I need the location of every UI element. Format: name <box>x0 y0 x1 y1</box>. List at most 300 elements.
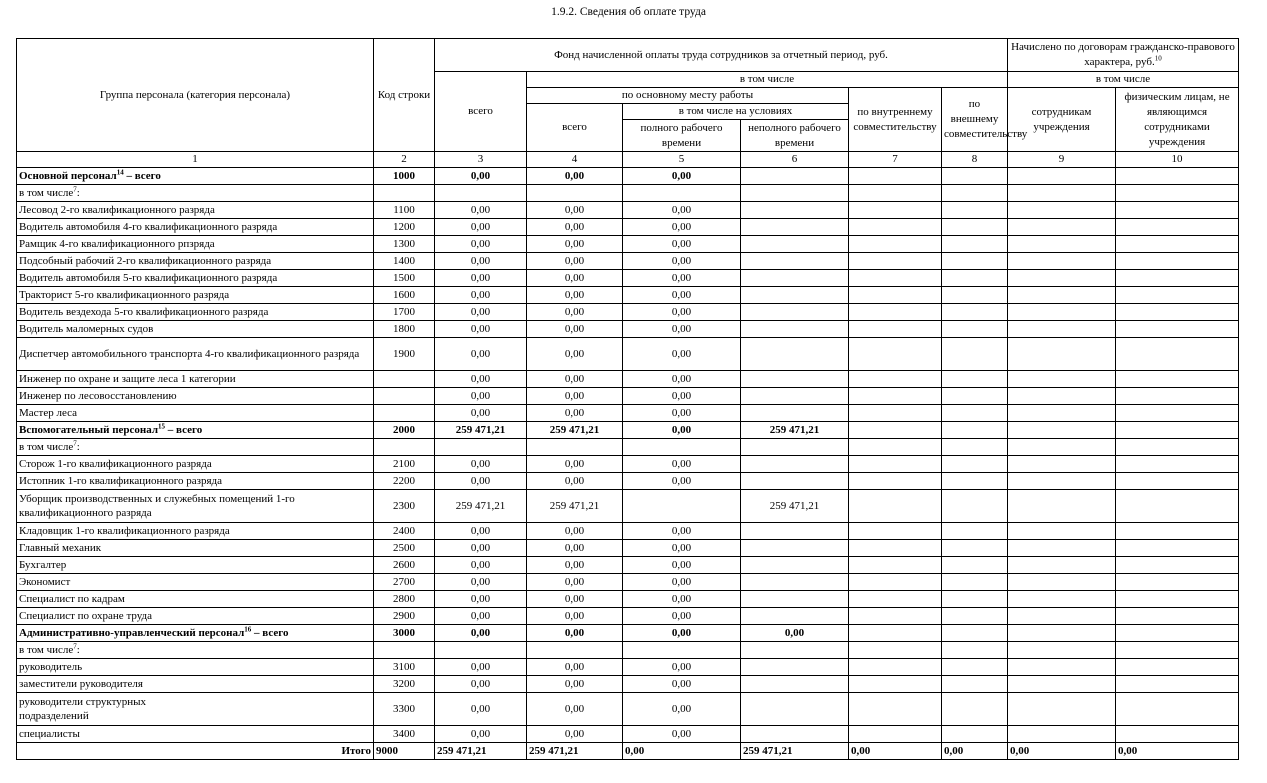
row-cell: 0,00 <box>623 676 741 693</box>
row-name-text: Мастер леса <box>19 407 78 419</box>
row-cell: 0,00 <box>527 388 623 405</box>
row-cell <box>942 591 1008 608</box>
row-code: 2500 <box>374 540 435 557</box>
table-row <box>17 270 1239 287</box>
table-row <box>17 659 1239 676</box>
row-name <box>17 456 374 473</box>
total-cell: 0,00 <box>849 743 942 760</box>
table-row <box>17 676 1239 693</box>
row-cell: 0,00 <box>623 202 741 219</box>
row-cell: 0,00 <box>435 676 527 693</box>
row-cell: 0,00 <box>527 338 623 371</box>
total-cell: 259 471,21 <box>741 743 849 760</box>
row-cell <box>1116 523 1239 540</box>
table-row <box>17 608 1239 625</box>
row-code: 2700 <box>374 574 435 591</box>
row-name-text: руководитель <box>19 661 83 673</box>
row-cell <box>1116 304 1239 321</box>
row-name-text: Водитель вездехода 5-го квалификационного разряда <box>19 306 269 318</box>
header-group: Группа персонала (категория персонала) <box>17 39 374 152</box>
row-name <box>17 540 374 557</box>
row-cell <box>1008 693 1116 726</box>
col-num: 5 <box>623 152 741 168</box>
row-cell <box>942 608 1008 625</box>
row-cell: 0,00 <box>623 219 741 236</box>
table-row <box>17 726 1239 743</box>
row-code: 1300 <box>374 236 435 253</box>
row-cell <box>1116 236 1239 253</box>
row-name-text: в том числе <box>19 441 74 453</box>
row-name <box>17 270 374 287</box>
row-cell: 0,00 <box>435 253 527 270</box>
col-num: 8 <box>942 152 1008 168</box>
table-row <box>17 253 1239 270</box>
table-row <box>17 473 1239 490</box>
row-cell <box>741 439 849 456</box>
row-cell <box>849 591 942 608</box>
row-cell: 0,00 <box>435 473 527 490</box>
row-cell <box>1008 490 1116 523</box>
row-cell: 0,00 <box>527 236 623 253</box>
row-cell: 0,00 <box>435 304 527 321</box>
row-cell: 0,00 <box>527 659 623 676</box>
row-cell <box>1116 321 1239 338</box>
row-cell <box>1116 287 1239 304</box>
row-name <box>17 422 374 439</box>
row-name <box>17 168 374 185</box>
row-name-text: Водитель маломерных судов <box>19 323 154 335</box>
row-cell: 0,00 <box>435 270 527 287</box>
row-cell: 0,00 <box>623 659 741 676</box>
row-cell <box>741 473 849 490</box>
row-cell <box>741 676 849 693</box>
row-code: 1400 <box>374 253 435 270</box>
col-num: 7 <box>849 152 942 168</box>
row-cell <box>942 439 1008 456</box>
row-cell <box>435 642 527 659</box>
row-cell: 0,00 <box>435 405 527 422</box>
header-contracts <box>1008 39 1239 72</box>
row-cell <box>527 439 623 456</box>
row-code <box>374 185 435 202</box>
row-cell <box>741 642 849 659</box>
row-cell <box>849 726 942 743</box>
col-num: 6 <box>741 152 849 168</box>
row-cell <box>623 490 741 523</box>
row-cell <box>849 693 942 726</box>
row-cell <box>1008 659 1116 676</box>
row-cell <box>1008 202 1116 219</box>
row-cell <box>1116 371 1239 388</box>
row-cell: 0,00 <box>623 338 741 371</box>
total-cell: 0,00 <box>623 743 741 760</box>
row-cell <box>435 439 527 456</box>
header-full-time: полного рабочего времени <box>623 120 741 152</box>
row-cell <box>1008 726 1116 743</box>
table-row <box>17 371 1239 388</box>
table-row <box>17 490 1239 523</box>
row-name-text: Подсобный рабочий 2-го квалификационного разряда <box>19 255 272 267</box>
col-num: 4 <box>527 152 623 168</box>
row-name-text: специалисты <box>19 728 80 740</box>
table-row <box>17 185 1239 202</box>
row-cell <box>1116 540 1239 557</box>
row-name <box>17 608 374 625</box>
row-cell <box>1116 202 1239 219</box>
row-name-text: Специалист по кадрам <box>19 593 125 605</box>
row-cell <box>623 185 741 202</box>
row-cell: 0,00 <box>623 388 741 405</box>
row-cell <box>1008 405 1116 422</box>
row-cell <box>1116 574 1239 591</box>
row-cell <box>1116 185 1239 202</box>
row-cell: 0,00 <box>527 456 623 473</box>
row-name <box>17 185 374 202</box>
row-code: 1700 <box>374 304 435 321</box>
row-cell <box>741 185 849 202</box>
row-cell <box>741 608 849 625</box>
table-row <box>17 219 1239 236</box>
header-conditions: в том числе на условиях <box>623 104 849 120</box>
row-code <box>374 405 435 422</box>
row-cell <box>741 574 849 591</box>
row-cell <box>942 202 1008 219</box>
payroll-table <box>16 38 1239 760</box>
table-row <box>17 287 1239 304</box>
row-cell: 0,00 <box>527 523 623 540</box>
row-name <box>17 304 374 321</box>
total-cell: 0,00 <box>1008 743 1116 760</box>
row-name <box>17 439 374 456</box>
row-cell <box>1008 287 1116 304</box>
row-code: 2300 <box>374 490 435 523</box>
row-cell <box>942 693 1008 726</box>
row-cell <box>849 608 942 625</box>
row-cell: 0,00 <box>623 236 741 253</box>
row-cell: 0,00 <box>623 287 741 304</box>
row-name <box>17 473 374 490</box>
row-cell <box>1008 642 1116 659</box>
row-name <box>17 321 374 338</box>
row-cell: 0,00 <box>435 591 527 608</box>
row-cell: 0,00 <box>527 371 623 388</box>
row-name-text: Тракторист 5-го квалификационного разряда <box>19 289 230 301</box>
row-cell <box>849 523 942 540</box>
row-cell <box>741 219 849 236</box>
row-cell <box>1008 456 1116 473</box>
row-cell <box>849 439 942 456</box>
row-cell <box>741 659 849 676</box>
row-cell <box>1116 608 1239 625</box>
row-cell <box>1116 253 1239 270</box>
row-cell <box>942 304 1008 321</box>
header-main-total: всего <box>527 104 623 152</box>
row-cell: 0,00 <box>527 557 623 574</box>
table-row <box>17 304 1239 321</box>
row-name <box>17 202 374 219</box>
row-cell <box>1008 338 1116 371</box>
row-code: 2000 <box>374 422 435 439</box>
total-cell: 0,00 <box>1116 743 1239 760</box>
col-num: 1 <box>17 152 374 168</box>
row-cell: 259 471,21 <box>527 490 623 523</box>
row-cell <box>741 371 849 388</box>
row-cell <box>942 490 1008 523</box>
row-cell <box>942 270 1008 287</box>
row-cell <box>942 659 1008 676</box>
row-cell <box>741 270 849 287</box>
row-code: 3100 <box>374 659 435 676</box>
row-name-text: Водитель автомобиля 4-го квалификационного разряда <box>19 221 278 233</box>
row-cell: 0,00 <box>741 625 849 642</box>
total-label: Итого <box>17 743 374 760</box>
row-code: 1100 <box>374 202 435 219</box>
row-cell <box>1008 473 1116 490</box>
row-cell <box>849 168 942 185</box>
row-cell <box>741 202 849 219</box>
row-name-suffix: : <box>76 644 80 656</box>
row-cell <box>1008 574 1116 591</box>
row-cell: 0,00 <box>435 608 527 625</box>
row-name-text: Диспетчер автомобильного транспорта 4-го квалификационного разряда <box>19 348 360 360</box>
row-name <box>17 219 374 236</box>
table-row <box>17 523 1239 540</box>
total-code: 9000 <box>374 743 435 760</box>
row-cell <box>942 388 1008 405</box>
row-name-text: Главный механик <box>19 542 102 554</box>
row-cell <box>942 219 1008 236</box>
row-cell: 0,00 <box>623 321 741 338</box>
row-cell <box>849 473 942 490</box>
header-including-2: в том числе <box>1008 72 1239 88</box>
row-cell <box>849 236 942 253</box>
row-cell <box>942 473 1008 490</box>
row-cell <box>741 338 849 371</box>
row-cell <box>1116 219 1239 236</box>
row-cell <box>741 591 849 608</box>
row-name <box>17 388 374 405</box>
row-cell: 259 471,21 <box>435 422 527 439</box>
row-cell <box>1008 557 1116 574</box>
col-num: 2 <box>374 152 435 168</box>
header-part-time: неполного рабочего времени <box>741 120 849 152</box>
row-cell <box>849 490 942 523</box>
row-cell: 0,00 <box>623 371 741 388</box>
row-cell <box>1008 321 1116 338</box>
row-cell <box>849 270 942 287</box>
row-cell <box>1008 540 1116 557</box>
row-cell <box>741 287 849 304</box>
table-row <box>17 625 1239 642</box>
header-internal: по внутреннему совместительству <box>849 88 942 152</box>
row-name-suffix: – всего <box>165 424 203 436</box>
row-cell: 0,00 <box>623 557 741 574</box>
header-contracts-text: Начислено по договорам гражданско-правового характера, руб. <box>1011 41 1235 68</box>
row-cell: 0,00 <box>435 388 527 405</box>
row-code: 1900 <box>374 338 435 371</box>
row-cell <box>942 253 1008 270</box>
total-cell: 259 471,21 <box>435 743 527 760</box>
col-num: 9 <box>1008 152 1116 168</box>
row-name <box>17 287 374 304</box>
row-cell <box>849 659 942 676</box>
row-cell <box>849 540 942 557</box>
row-cell: 0,00 <box>527 676 623 693</box>
row-cell <box>942 185 1008 202</box>
table-header <box>17 39 1239 168</box>
row-cell <box>849 642 942 659</box>
table-body <box>17 168 1239 743</box>
row-cell: 0,00 <box>435 574 527 591</box>
row-cell <box>942 321 1008 338</box>
row-code <box>374 371 435 388</box>
row-cell <box>527 642 623 659</box>
row-cell: 0,00 <box>435 693 527 726</box>
row-code: 3300 <box>374 693 435 726</box>
row-cell: 0,00 <box>435 659 527 676</box>
row-cell: 0,00 <box>435 456 527 473</box>
row-cell <box>849 456 942 473</box>
row-cell <box>849 253 942 270</box>
row-cell <box>741 523 849 540</box>
row-cell: 0,00 <box>435 523 527 540</box>
row-cell <box>1116 422 1239 439</box>
row-cell: 0,00 <box>623 422 741 439</box>
row-name <box>17 253 374 270</box>
row-cell <box>1116 439 1239 456</box>
row-cell <box>1116 676 1239 693</box>
row-cell: 0,00 <box>527 287 623 304</box>
row-cell <box>849 202 942 219</box>
row-cell <box>741 557 849 574</box>
footnote-ref: 7 <box>73 185 77 194</box>
row-cell <box>1008 591 1116 608</box>
footnote-ref: 7 <box>73 439 77 448</box>
row-name-text: Бухгалтер <box>19 559 67 571</box>
row-code: 1500 <box>374 270 435 287</box>
row-name <box>17 523 374 540</box>
row-cell <box>1116 405 1239 422</box>
total-cell: 0,00 <box>942 743 1008 760</box>
row-cell <box>1008 388 1116 405</box>
row-cell: 0,00 <box>527 473 623 490</box>
row-cell: 0,00 <box>435 219 527 236</box>
row-cell: 0,00 <box>623 625 741 642</box>
row-cell <box>741 388 849 405</box>
table-row <box>17 168 1239 185</box>
row-cell: 0,00 <box>435 540 527 557</box>
row-name-suffix: : <box>76 441 80 453</box>
row-cell: 0,00 <box>623 523 741 540</box>
row-cell <box>1008 676 1116 693</box>
row-cell <box>849 371 942 388</box>
row-code <box>374 439 435 456</box>
row-cell <box>1008 304 1116 321</box>
row-cell <box>1008 625 1116 642</box>
row-name <box>17 557 374 574</box>
row-name <box>17 338 374 371</box>
row-cell <box>1008 371 1116 388</box>
row-cell: 0,00 <box>623 726 741 743</box>
table-row <box>17 693 1239 726</box>
row-cell <box>1116 456 1239 473</box>
row-cell <box>849 388 942 405</box>
row-name-text: Экономист <box>19 576 71 588</box>
table-row <box>17 557 1239 574</box>
row-code: 3400 <box>374 726 435 743</box>
row-cell <box>942 236 1008 253</box>
row-name-text: Сторож 1-го квалификационного разряда <box>19 458 212 470</box>
row-cell <box>1008 270 1116 287</box>
row-name-text: Инженер по охране и защите леса 1 категории <box>19 373 236 385</box>
table-row <box>17 422 1239 439</box>
row-cell <box>942 371 1008 388</box>
row-cell: 0,00 <box>435 287 527 304</box>
row-cell <box>849 185 942 202</box>
row-cell: 0,00 <box>623 253 741 270</box>
row-cell <box>1116 642 1239 659</box>
col-num: 10 <box>1116 152 1239 168</box>
row-name-text: Рамщик 4-го квалификационного рпзряда <box>19 238 215 250</box>
row-cell <box>741 540 849 557</box>
row-cell <box>942 405 1008 422</box>
table-row <box>17 236 1239 253</box>
row-name <box>17 676 374 693</box>
row-name-text: Водитель автомобиля 5-го квалификационного разряда <box>19 272 278 284</box>
row-cell: 0,00 <box>527 540 623 557</box>
row-code: 1200 <box>374 219 435 236</box>
row-name <box>17 726 374 743</box>
table-row <box>17 456 1239 473</box>
row-cell: 0,00 <box>435 557 527 574</box>
header-individuals: физическим лицам, не являющимся сотрудниками учреждения <box>1116 88 1239 152</box>
row-cell <box>942 557 1008 574</box>
row-cell <box>849 287 942 304</box>
row-cell <box>1116 693 1239 726</box>
row-cell <box>1116 557 1239 574</box>
table-row <box>17 388 1239 405</box>
header-external: по внешнему совместительству <box>942 88 1008 152</box>
row-cell <box>942 422 1008 439</box>
row-name <box>17 490 374 523</box>
row-cell: 0,00 <box>435 625 527 642</box>
table-row <box>17 591 1239 608</box>
row-name-text: Административно-управленческий персонал <box>19 627 245 639</box>
row-cell <box>1116 388 1239 405</box>
row-cell: 0,00 <box>435 236 527 253</box>
row-name-suffix: – всего <box>251 627 289 639</box>
row-code: 2800 <box>374 591 435 608</box>
row-cell <box>849 219 942 236</box>
row-cell <box>1116 338 1239 371</box>
row-cell <box>849 304 942 321</box>
row-cell <box>1116 659 1239 676</box>
header-main-place: по основному месту работы <box>527 88 849 104</box>
row-cell <box>435 185 527 202</box>
row-code: 3200 <box>374 676 435 693</box>
total-cell: 259 471,21 <box>527 743 623 760</box>
row-cell: 0,00 <box>435 168 527 185</box>
row-cell <box>942 726 1008 743</box>
row-cell <box>942 456 1008 473</box>
row-cell: 0,00 <box>623 574 741 591</box>
footnote-ref: 14 <box>116 168 124 177</box>
row-name <box>17 642 374 659</box>
row-name-text: руководители структурных подразделений <box>19 696 147 722</box>
row-cell: 0,00 <box>623 405 741 422</box>
row-name-text: Инженер по лесовосстановлению <box>19 390 177 402</box>
row-cell: 0,00 <box>435 321 527 338</box>
